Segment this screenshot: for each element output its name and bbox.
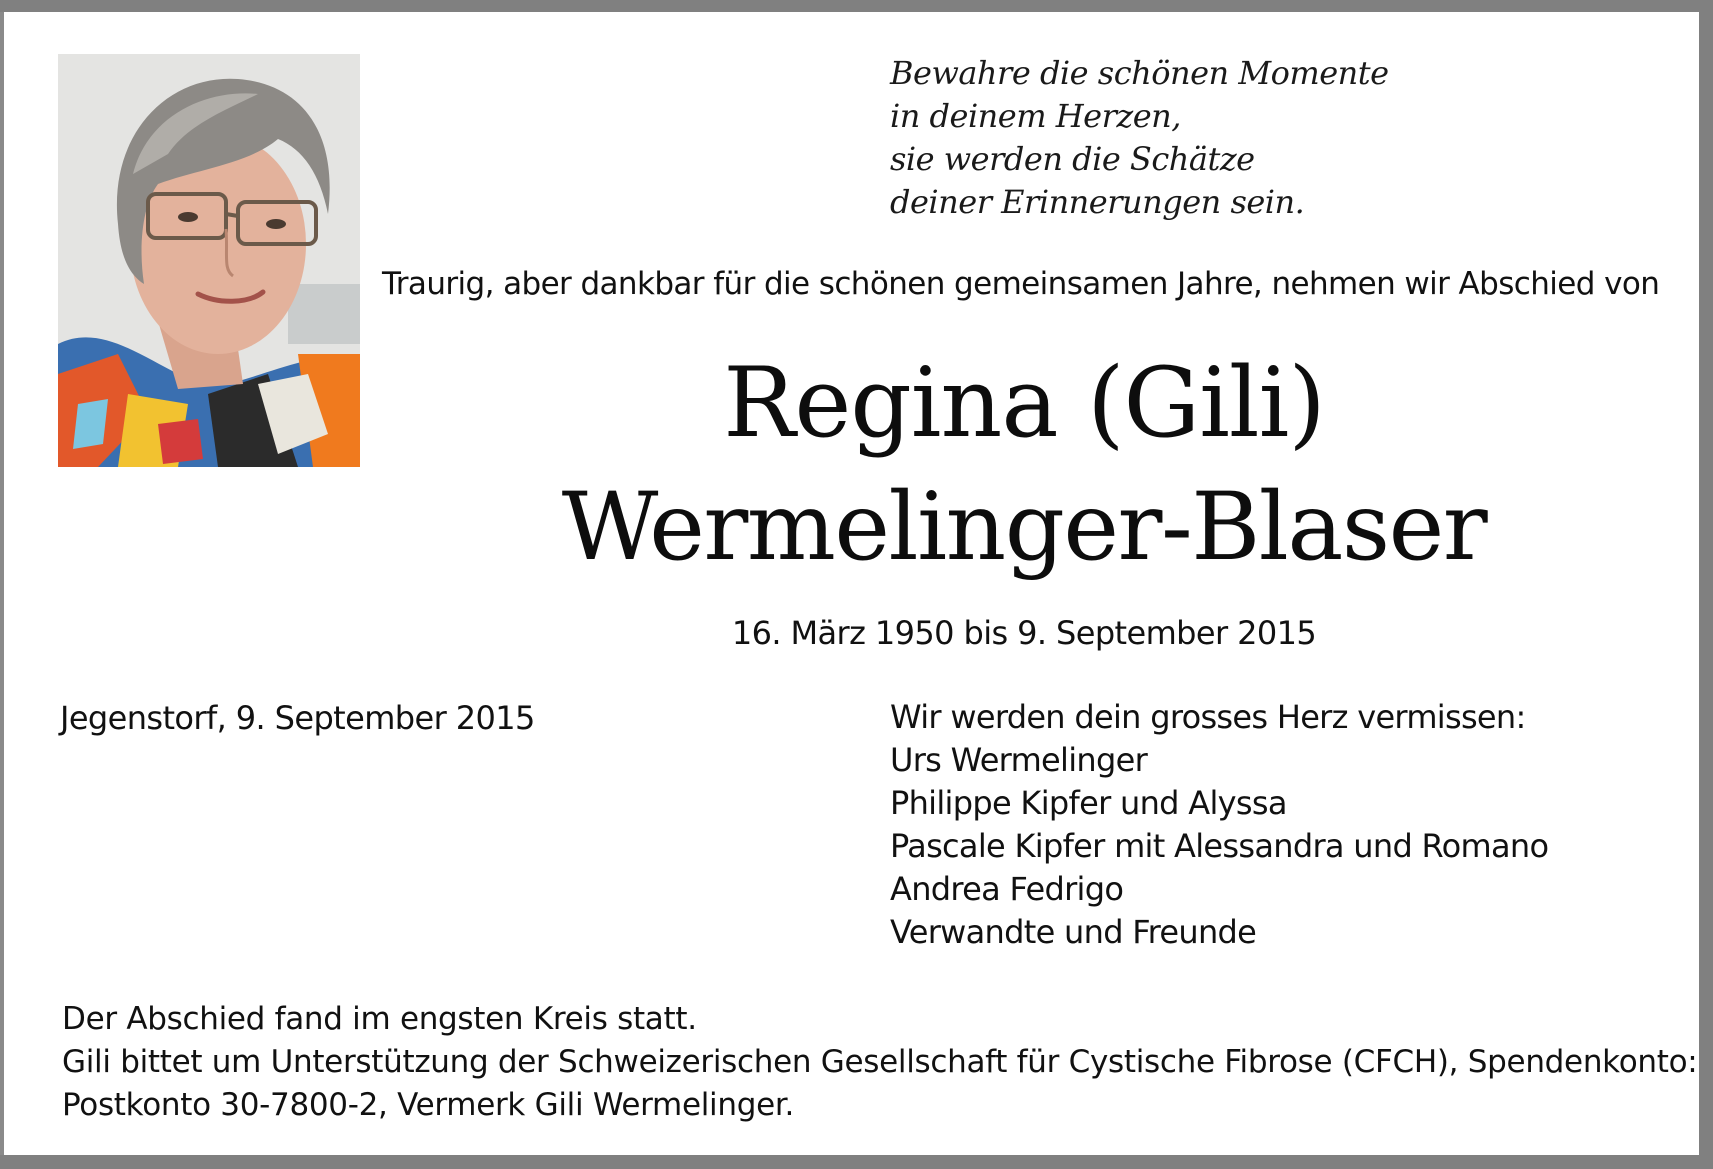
mourner-name: Verwandte und Freunde	[890, 913, 1257, 951]
motto-line: Bewahre die schönen Momente	[890, 54, 1389, 92]
mourner-name: Philippe Kipfer und Alyssa	[890, 784, 1287, 822]
motto-line: deiner Erinnerungen sein.	[890, 183, 1305, 221]
footer-notice	[62, 998, 1697, 1127]
mourner-name: Pascale Kipfer mit Alessandra und Romano	[890, 827, 1549, 865]
place-and-date: Jegenstorf, 9. September 2015	[60, 699, 535, 737]
intro-text: Traurig, aber dankbar für die schönen gemeinsamen Jahre, nehmen wir Abschied von	[382, 266, 1660, 302]
footer-line: Gili bittet um Unterstützung der Schweizerischen Gesellschaft für Cystische Fibrose (CFCH), Spendenkonto:	[62, 1044, 1698, 1080]
obituary-card	[0, 12, 1699, 1155]
mourner-name: Urs Wermelinger	[890, 741, 1148, 779]
deceased-name-last: Wermelinger-Blaser	[561, 473, 1487, 582]
footer-line: Postkonto 30-7800-2, Vermerk Gili Wermelinger.	[62, 1087, 795, 1123]
motto-verse	[890, 52, 1389, 224]
mourner-name: Andrea Fedrigo	[890, 870, 1124, 908]
deceased-name-first: Regina (Gili)	[723, 347, 1325, 459]
motto-line: sie werden die Schätze	[890, 140, 1255, 178]
footer-line: Der Abschied fand im engsten Kreis statt.	[62, 1001, 697, 1037]
portrait-photo	[58, 54, 360, 467]
motto-line: in deinem Herzen,	[890, 97, 1181, 135]
life-dates: 16. März 1950 bis 9. September 2015	[731, 614, 1317, 652]
mourners-list	[890, 696, 1548, 954]
mourners-heading: Wir werden dein grosses Herz vermissen:	[890, 698, 1526, 736]
